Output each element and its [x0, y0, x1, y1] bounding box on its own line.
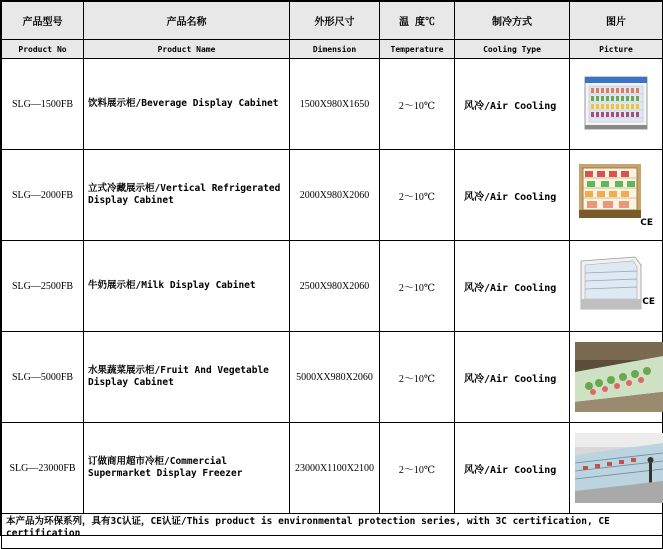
beverage-cabinet-photo-icon	[575, 69, 657, 139]
model-cell: SLG—2500FB	[2, 241, 84, 332]
name-cell: 牛奶展示柜/Milk Display Cabinet	[84, 241, 290, 332]
temperature-cell: 2～10℃	[380, 332, 455, 423]
model-cell: SLG—5000FB	[2, 332, 84, 423]
picture-cell	[570, 150, 663, 241]
product-table	[1, 1, 663, 549]
model-cell: SLG—1500FB	[2, 59, 84, 150]
name-cell: 立式冷藏展示柜/Vertical Refrigerated Display Cabinet	[84, 150, 290, 241]
table-row	[2, 423, 663, 514]
cooling-cell: 风冷/Air Cooling	[455, 59, 570, 150]
milk-cabinet-photo-icon	[575, 251, 657, 321]
header-name-en: Product Name	[84, 40, 290, 59]
supermarket-freezer-photo-icon	[575, 433, 657, 503]
header-name-cn: 产品名称	[84, 2, 290, 40]
header-temperature-en: Temperature	[380, 40, 455, 59]
temperature-cell: 2～10℃	[380, 59, 455, 150]
name-cell: 订做商用超市冷柜/Commercial Supermarket Display Freezer	[84, 423, 290, 514]
dimension-cell: 2500X980X2060	[290, 241, 380, 332]
picture-cell	[570, 59, 663, 150]
temperature-cell: 2～10℃	[380, 150, 455, 241]
header-row-chinese	[2, 2, 663, 40]
ce-mark: CE	[640, 218, 653, 228]
cooling-cell: 风冷/Air Cooling	[455, 423, 570, 514]
temperature-cell: 2～10℃	[380, 241, 455, 332]
cooling-cell: 风冷/Air Cooling	[455, 150, 570, 241]
picture-cell	[570, 423, 663, 514]
header-picture-en: Picture	[570, 40, 663, 59]
dimension-cell: 23000X1100X2100	[290, 423, 380, 514]
dimension-cell: 5000XX980X2060	[290, 332, 380, 423]
picture-cell	[570, 241, 663, 332]
footer-row	[2, 514, 663, 549]
table-row	[2, 332, 663, 423]
header-row-english	[2, 40, 663, 59]
table-row	[2, 59, 663, 150]
temperature-cell: 2～10℃	[380, 423, 455, 514]
picture-cell	[570, 332, 663, 423]
ce-mark: CE	[642, 297, 655, 307]
model-cell: SLG—23000FB	[2, 423, 84, 514]
fruit-vegetable-cabinet-photo-icon	[575, 342, 657, 412]
dimension-cell: 2000X980X2060	[290, 150, 380, 241]
header-model-cn: 产品型号	[2, 2, 84, 40]
header-cooling-en: Cooling Type	[455, 40, 570, 59]
cooling-cell: 风冷/Air Cooling	[455, 332, 570, 423]
certification-note: 本产品为环保系列，具有3C认证，CE认证/This product is environmental protection series, with 3C certification, CE certification	[2, 514, 663, 549]
name-cell: 饮料展示柜/Beverage Display Cabinet	[84, 59, 290, 150]
header-cooling-cn: 制冷方式	[455, 2, 570, 40]
name-cell: 水果蔬菜展示柜/Fruit And Vegetable Display Cabinet	[84, 332, 290, 423]
header-dimension-en: Dimension	[290, 40, 380, 59]
model-cell: SLG—2000FB	[2, 150, 84, 241]
vertical-cabinet-photo-icon	[575, 160, 657, 230]
header-model-en: Product No	[2, 40, 84, 59]
header-dimension-cn: 外形尺寸	[290, 2, 380, 40]
cooling-cell: 风冷/Air Cooling	[455, 241, 570, 332]
dimension-cell: 1500X980X1650	[290, 59, 380, 150]
table-row	[2, 150, 663, 241]
header-picture-cn: 图片	[570, 2, 663, 40]
header-temperature-cn: 温 度℃	[380, 2, 455, 40]
table-row	[2, 241, 663, 332]
